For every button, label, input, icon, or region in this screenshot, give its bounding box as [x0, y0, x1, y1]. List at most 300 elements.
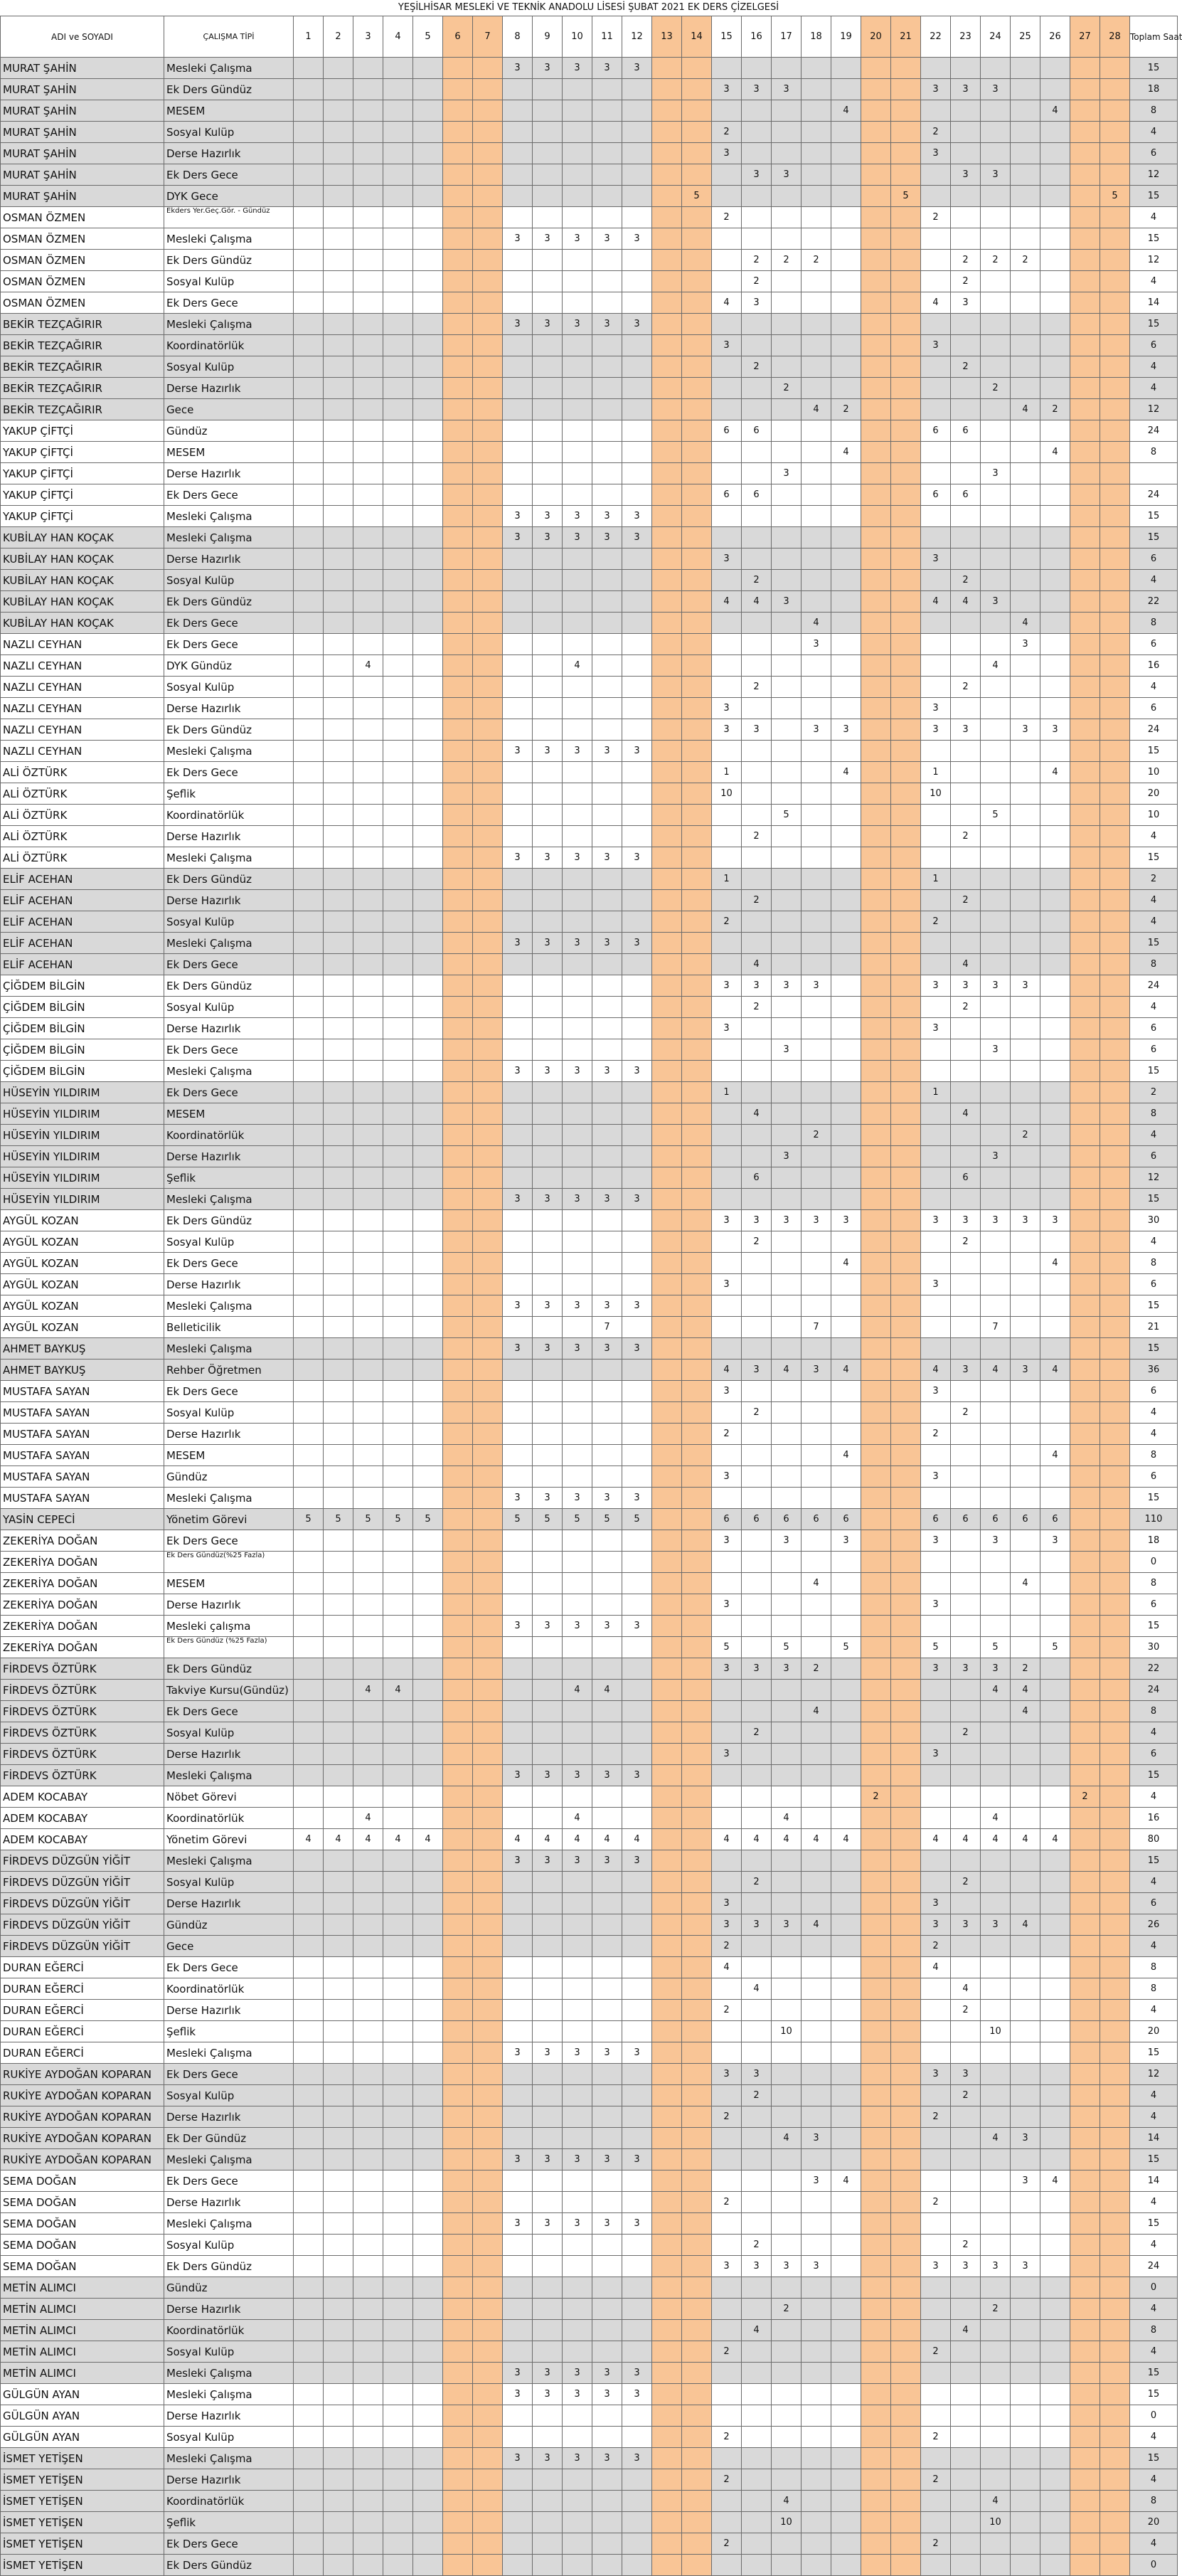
hour-cell-day-3 [353, 997, 383, 1018]
hour-cell-day-10 [563, 122, 592, 143]
hour-cell-day-28 [1100, 1658, 1130, 1680]
hour-cell-day-25 [1011, 1744, 1040, 1765]
hour-cell-day-2 [324, 1936, 353, 1957]
hour-cell-day-27 [1070, 2427, 1100, 2448]
hour-cell-day-26: 3 [1040, 1210, 1070, 1231]
hour-cell-day-25 [1011, 314, 1040, 335]
hour-cell-day-23 [951, 2213, 981, 2235]
hour-cell-day-3 [353, 2277, 383, 2299]
hour-cell-day-26 [1040, 79, 1070, 100]
hour-cell-day-19: 5 [831, 1637, 861, 1658]
hour-cell-day-2 [324, 1039, 353, 1061]
hour-cell-day-27 [1070, 975, 1100, 997]
hour-cell-day-4 [383, 1317, 413, 1338]
hour-cell-day-18 [802, 2277, 831, 2299]
hour-cell-day-23: 2 [951, 890, 981, 911]
hour-cell-day-19 [831, 2000, 861, 2021]
hour-cell-day-23 [951, 399, 981, 420]
hour-cell-day-21 [891, 1359, 921, 1381]
hour-cell-day-18 [802, 591, 831, 613]
hour-cell-day-2 [324, 1146, 353, 1167]
hour-cell-day-27 [1070, 442, 1100, 463]
hour-cell-day-15 [712, 1786, 742, 1808]
hour-cell-day-24 [981, 1018, 1011, 1039]
hour-cell-day-13 [652, 1125, 682, 1146]
hour-cell-day-18 [802, 847, 831, 869]
hour-cell-day-18 [802, 1552, 831, 1573]
hour-cell-day-11: 3 [592, 506, 622, 527]
hour-cell-day-17 [772, 2042, 802, 2064]
hour-cell-day-2 [324, 762, 353, 783]
hour-cell-day-12 [622, 1018, 652, 1039]
hour-cell-day-14 [682, 399, 712, 420]
header-day-16: 16 [742, 16, 772, 58]
hour-cell-day-12 [622, 420, 652, 442]
hour-cell-day-3 [353, 2106, 383, 2128]
hour-cell-day-3 [353, 463, 383, 484]
header-day-28: 28 [1100, 16, 1130, 58]
hour-cell-day-13 [652, 1466, 682, 1488]
work-type-cell: Sosyal Kulüp [164, 2235, 294, 2256]
hour-cell-day-18: 3 [802, 1359, 831, 1381]
work-type-cell: Derse Hazırlık [164, 2106, 294, 2128]
header-day-3: 3 [353, 16, 383, 58]
hour-cell-day-5 [413, 122, 443, 143]
hour-cell-day-2 [324, 271, 353, 292]
hour-cell-day-8 [503, 143, 533, 164]
hour-cell-day-14 [682, 2064, 712, 2085]
hour-cell-day-26 [1040, 613, 1070, 634]
hour-cell-day-4 [383, 1722, 413, 1744]
hour-cell-day-16 [742, 1424, 772, 1445]
hour-cell-day-19: 4 [831, 442, 861, 463]
hour-cell-day-18 [802, 2213, 831, 2235]
hour-cell-day-3 [353, 1189, 383, 1210]
hour-cell-day-5 [413, 2149, 443, 2170]
hour-cell-day-13 [652, 1637, 682, 1658]
hour-cell-day-12 [622, 1274, 652, 1295]
table-row [1, 484, 1178, 506]
hour-cell-day-5 [413, 1722, 443, 1744]
table-row [1, 783, 1178, 805]
hour-cell-day-26 [1040, 378, 1070, 399]
hour-cell-day-4 [383, 1808, 413, 1829]
hour-cell-day-15: 6 [712, 420, 742, 442]
hour-cell-day-22 [921, 58, 951, 79]
hour-cell-day-2 [324, 570, 353, 591]
hour-cell-day-21 [891, 762, 921, 783]
hour-cell-day-6 [443, 698, 473, 719]
hour-cell-day-11 [592, 2555, 622, 2576]
hour-cell-day-23: 2 [951, 826, 981, 847]
hour-cell-day-18 [802, 1936, 831, 1957]
hour-cell-day-6 [443, 1359, 473, 1381]
hour-cell-day-7 [473, 1167, 503, 1189]
teacher-name-cell: ALİ ÖZTÜRK [1, 783, 164, 805]
hour-cell-day-26 [1040, 570, 1070, 591]
hour-cell-day-16 [742, 741, 772, 762]
hour-cell-day-22: 3 [921, 1018, 951, 1039]
hour-cell-day-19 [831, 1936, 861, 1957]
total-hours-cell: 4 [1130, 826, 1178, 847]
hour-cell-day-7 [473, 292, 503, 314]
hour-cell-day-6 [443, 122, 473, 143]
hour-cell-day-25 [1011, 1295, 1040, 1317]
hour-cell-day-16: 2 [742, 826, 772, 847]
header-row [1, 16, 1178, 58]
hour-cell-day-16 [742, 1808, 772, 1829]
table-row [1, 1274, 1178, 1295]
teacher-name-cell: ÇİĞDEM BİLGİN [1, 1018, 164, 1039]
hour-cell-day-16 [742, 1317, 772, 1338]
hour-cell-day-1 [294, 2555, 324, 2576]
hour-cell-day-27 [1070, 2491, 1100, 2512]
table-row [1, 2021, 1178, 2042]
hour-cell-day-22 [921, 1808, 951, 1829]
hour-cell-day-28 [1100, 271, 1130, 292]
hour-cell-day-11 [592, 975, 622, 997]
total-hours-cell: 8 [1130, 1957, 1178, 1978]
hour-cell-day-3 [353, 2448, 383, 2469]
hour-cell-day-4 [383, 2299, 413, 2320]
hour-cell-day-13 [652, 1722, 682, 1744]
hour-cell-day-1 [294, 1317, 324, 1338]
table-row [1, 655, 1178, 677]
hour-cell-day-24 [981, 1978, 1011, 2000]
work-type-cell: Ek Ders Gece [164, 613, 294, 634]
hour-cell-day-11 [592, 2320, 622, 2341]
hour-cell-day-11: 3 [592, 1488, 622, 1509]
hour-cell-day-18 [802, 1850, 831, 1872]
hour-cell-day-24 [981, 2170, 1011, 2192]
hour-cell-day-2 [324, 207, 353, 228]
total-hours-cell: 4 [1130, 2000, 1178, 2021]
hour-cell-day-14 [682, 2299, 712, 2320]
hour-cell-day-19 [831, 2192, 861, 2213]
hour-cell-day-25: 3 [1011, 634, 1040, 655]
work-type-cell: Koordinatörlük [164, 1125, 294, 1146]
hour-cell-day-13 [652, 997, 682, 1018]
hour-cell-day-16 [742, 1893, 772, 1914]
hour-cell-day-15 [712, 2021, 742, 2042]
hour-cell-day-20 [861, 2192, 891, 2213]
hour-cell-day-23: 6 [951, 1167, 981, 1189]
hour-cell-day-16: 3 [742, 1210, 772, 1231]
hour-cell-day-3 [353, 2384, 383, 2405]
hour-cell-day-5 [413, 655, 443, 677]
hour-cell-day-17 [772, 570, 802, 591]
hour-cell-day-14 [682, 314, 712, 335]
hour-cell-day-12 [622, 1445, 652, 1466]
hour-cell-day-7 [473, 1466, 503, 1488]
hour-cell-day-4 [383, 933, 413, 954]
hour-cell-day-24 [981, 122, 1011, 143]
work-type-cell: Mesleki çalışma [164, 1616, 294, 1637]
hour-cell-day-7 [473, 527, 503, 548]
hour-cell-day-1 [294, 1765, 324, 1786]
hour-cell-day-5 [413, 826, 443, 847]
hour-cell-day-17: 3 [772, 1210, 802, 1231]
hour-cell-day-21 [891, 1466, 921, 1488]
teacher-name-cell: ALİ ÖZTÜRK [1, 826, 164, 847]
hour-cell-day-25 [1011, 847, 1040, 869]
hour-cell-day-23: 4 [951, 2320, 981, 2341]
hour-cell-day-7 [473, 1338, 503, 1359]
hour-cell-day-15 [712, 570, 742, 591]
hour-cell-day-12 [622, 2064, 652, 2085]
teacher-name-cell: OSMAN ÖZMEN [1, 292, 164, 314]
hour-cell-day-20 [861, 1082, 891, 1103]
hour-cell-day-6 [443, 2256, 473, 2277]
hour-cell-day-23 [951, 527, 981, 548]
hour-cell-day-8 [503, 2192, 533, 2213]
hour-cell-day-2 [324, 506, 353, 527]
hour-cell-day-15 [712, 1338, 742, 1359]
hour-cell-day-9 [533, 1167, 563, 1189]
total-hours-cell: 15 [1130, 228, 1178, 250]
hour-cell-day-23 [951, 58, 981, 79]
hour-cell-day-20 [861, 2277, 891, 2299]
hour-cell-day-7 [473, 1488, 503, 1509]
hour-cell-day-9 [533, 122, 563, 143]
work-type-cell: Derse Hazırlık [164, 2405, 294, 2427]
hour-cell-day-17 [772, 719, 802, 741]
hour-cell-day-2 [324, 314, 353, 335]
hour-cell-day-26 [1040, 1594, 1070, 1616]
hour-cell-day-22 [921, 954, 951, 975]
hour-cell-day-10 [563, 1231, 592, 1253]
hour-cell-day-20 [861, 122, 891, 143]
hour-cell-day-26 [1040, 1872, 1070, 1893]
hour-cell-day-12 [622, 1872, 652, 1893]
hour-cell-day-2 [324, 2363, 353, 2384]
hour-cell-day-3 [353, 2064, 383, 2085]
hour-cell-day-12 [622, 591, 652, 613]
hour-cell-day-15: 2 [712, 1936, 742, 1957]
hour-cell-day-7 [473, 2213, 503, 2235]
teacher-name-cell: METİN ALIMCI [1, 2277, 164, 2299]
hour-cell-day-22 [921, 1167, 951, 1189]
hour-cell-day-23 [951, 741, 981, 762]
hour-cell-day-25 [1011, 356, 1040, 378]
hour-cell-day-16: 2 [742, 356, 772, 378]
hour-cell-day-7 [473, 1957, 503, 1978]
hour-cell-day-21 [891, 975, 921, 997]
hour-cell-day-14 [682, 847, 712, 869]
hour-cell-day-22 [921, 1850, 951, 1872]
hour-cell-day-4 [383, 2064, 413, 2085]
hour-cell-day-23: 2 [951, 2085, 981, 2106]
hour-cell-day-11 [592, 1701, 622, 1722]
hour-cell-day-27 [1070, 1381, 1100, 1402]
hour-cell-day-8: 3 [503, 228, 533, 250]
hour-cell-day-14 [682, 1658, 712, 1680]
hour-cell-day-3 [353, 1359, 383, 1381]
hour-cell-day-22 [921, 997, 951, 1018]
work-type-cell: Derse Hazırlık [164, 1274, 294, 1295]
hour-cell-day-6 [443, 2320, 473, 2341]
hour-cell-day-6 [443, 1381, 473, 1402]
hour-cell-day-14 [682, 356, 712, 378]
hour-cell-day-12 [622, 1167, 652, 1189]
hour-cell-day-18 [802, 207, 831, 228]
hour-cell-day-12: 3 [622, 2448, 652, 2469]
table-row [1, 463, 1178, 484]
total-hours-cell: 6 [1130, 1893, 1178, 1914]
hour-cell-day-22 [921, 634, 951, 655]
hour-cell-day-9 [533, 356, 563, 378]
hour-cell-day-1 [294, 1039, 324, 1061]
hour-cell-day-15 [712, 741, 742, 762]
hour-cell-day-1 [294, 613, 324, 634]
teacher-name-cell: NAZLI CEYHAN [1, 698, 164, 719]
hour-cell-day-18: 4 [802, 1701, 831, 1722]
hour-cell-day-25 [1011, 335, 1040, 356]
total-hours-cell: 12 [1130, 1167, 1178, 1189]
hour-cell-day-4 [383, 1167, 413, 1189]
hour-cell-day-5 [413, 1573, 443, 1594]
hour-cell-day-19 [831, 2128, 861, 2149]
hour-cell-day-1 [294, 420, 324, 442]
hour-cell-day-26 [1040, 356, 1070, 378]
hour-cell-day-6 [443, 356, 473, 378]
hour-cell-day-3 [353, 1274, 383, 1295]
hour-cell-day-21 [891, 954, 921, 975]
hour-cell-day-4 [383, 484, 413, 506]
teacher-name-cell: HÜSEYİN YILDIRIM [1, 1103, 164, 1125]
hour-cell-day-6 [443, 250, 473, 271]
hour-cell-day-19 [831, 271, 861, 292]
hour-cell-day-23 [951, 1936, 981, 1957]
hour-cell-day-16: 3 [742, 79, 772, 100]
hour-cell-day-3 [353, 1381, 383, 1402]
hour-cell-day-8 [503, 2064, 533, 2085]
teacher-name-cell: DURAN EĞERCİ [1, 1957, 164, 1978]
header-day-23: 23 [951, 16, 981, 58]
hour-cell-day-11: 3 [592, 933, 622, 954]
hour-cell-day-16 [742, 1488, 772, 1509]
hour-cell-day-15: 6 [712, 1509, 742, 1530]
hour-cell-day-15 [712, 506, 742, 527]
hour-cell-day-24: 3 [981, 975, 1011, 997]
hour-cell-day-20 [861, 1146, 891, 1167]
table-row [1, 143, 1178, 164]
header-name: ADI ve SOYADI [1, 16, 164, 58]
hour-cell-day-18 [802, 1722, 831, 1744]
hour-cell-day-23 [951, 805, 981, 826]
hour-cell-day-13 [652, 1359, 682, 1381]
hour-cell-day-13 [652, 186, 682, 207]
hour-cell-day-28 [1100, 1146, 1130, 1167]
hour-cell-day-19 [831, 2149, 861, 2170]
hour-cell-day-27 [1070, 356, 1100, 378]
hour-cell-day-14 [682, 741, 712, 762]
hour-cell-day-7 [473, 1936, 503, 1957]
total-hours-cell: 10 [1130, 762, 1178, 783]
table-row [1, 1082, 1178, 1103]
hour-cell-day-14 [682, 79, 712, 100]
hour-cell-day-17: 4 [772, 1359, 802, 1381]
hour-cell-day-17 [772, 1786, 802, 1808]
hour-cell-day-28 [1100, 783, 1130, 805]
hour-cell-day-15 [712, 2128, 742, 2149]
hour-cell-day-21 [891, 847, 921, 869]
hour-cell-day-22: 6 [921, 484, 951, 506]
hour-cell-day-10 [563, 335, 592, 356]
work-type-cell: Mesleki Çalışma [164, 527, 294, 548]
hour-cell-day-20 [861, 741, 891, 762]
hour-cell-day-9 [533, 1253, 563, 1274]
table-row [1, 741, 1178, 762]
hour-cell-day-9: 3 [533, 314, 563, 335]
hour-cell-day-1 [294, 2085, 324, 2106]
teacher-name-cell: OSMAN ÖZMEN [1, 271, 164, 292]
hour-cell-day-9 [533, 2491, 563, 2512]
hour-cell-day-27 [1070, 2042, 1100, 2064]
hour-cell-day-19 [831, 1061, 861, 1082]
hour-cell-day-19 [831, 1189, 861, 1210]
hour-cell-day-9 [533, 1744, 563, 1765]
hour-cell-day-8: 3 [503, 1061, 533, 1082]
hour-cell-day-4 [383, 1381, 413, 1402]
work-type-cell: Mesleki Çalışma [164, 1488, 294, 1509]
hour-cell-day-11 [592, 399, 622, 420]
hour-cell-day-20 [861, 2533, 891, 2555]
hour-cell-day-7 [473, 2363, 503, 2384]
hour-cell-day-9 [533, 378, 563, 399]
hour-cell-day-17 [772, 1125, 802, 1146]
hour-cell-day-23 [951, 2299, 981, 2320]
hour-cell-day-20 [861, 527, 891, 548]
hour-cell-day-19 [831, 548, 861, 570]
table-row [1, 570, 1178, 591]
hour-cell-day-11: 3 [592, 314, 622, 335]
hour-cell-day-14 [682, 1210, 712, 1231]
work-type-cell: Ek Ders Gündüz [164, 869, 294, 890]
hour-cell-day-28 [1100, 1424, 1130, 1445]
hour-cell-day-16 [742, 1338, 772, 1359]
hour-cell-day-4 [383, 506, 413, 527]
total-hours-cell: 8 [1130, 100, 1178, 122]
hour-cell-day-17 [772, 1765, 802, 1786]
hour-cell-day-5 [413, 378, 443, 399]
hour-cell-day-6 [443, 1146, 473, 1167]
hour-cell-day-23: 2 [951, 677, 981, 698]
hour-cell-day-17 [772, 741, 802, 762]
hour-cell-day-21 [891, 2320, 921, 2341]
hour-cell-day-27 [1070, 677, 1100, 698]
hour-cell-day-28 [1100, 484, 1130, 506]
hour-cell-day-11 [592, 1786, 622, 1808]
hour-cell-day-24 [981, 292, 1011, 314]
hour-cell-day-12: 3 [622, 1338, 652, 1359]
hour-cell-day-2 [324, 2106, 353, 2128]
hour-cell-day-14 [682, 548, 712, 570]
hour-cell-day-18 [802, 1488, 831, 1509]
hour-cell-day-28 [1100, 1957, 1130, 1978]
hour-cell-day-24: 3 [981, 591, 1011, 613]
hour-cell-day-15 [712, 826, 742, 847]
hour-cell-day-10 [563, 442, 592, 463]
hour-cell-day-10 [563, 1167, 592, 1189]
hour-cell-day-6 [443, 100, 473, 122]
hour-cell-day-20 [861, 698, 891, 719]
hour-cell-day-20 [861, 1466, 891, 1488]
hour-cell-day-4 [383, 335, 413, 356]
work-type-cell: Ek Ders Gündüz [164, 1658, 294, 1680]
hour-cell-day-3 [353, 2512, 383, 2533]
hour-cell-day-6 [443, 1594, 473, 1616]
